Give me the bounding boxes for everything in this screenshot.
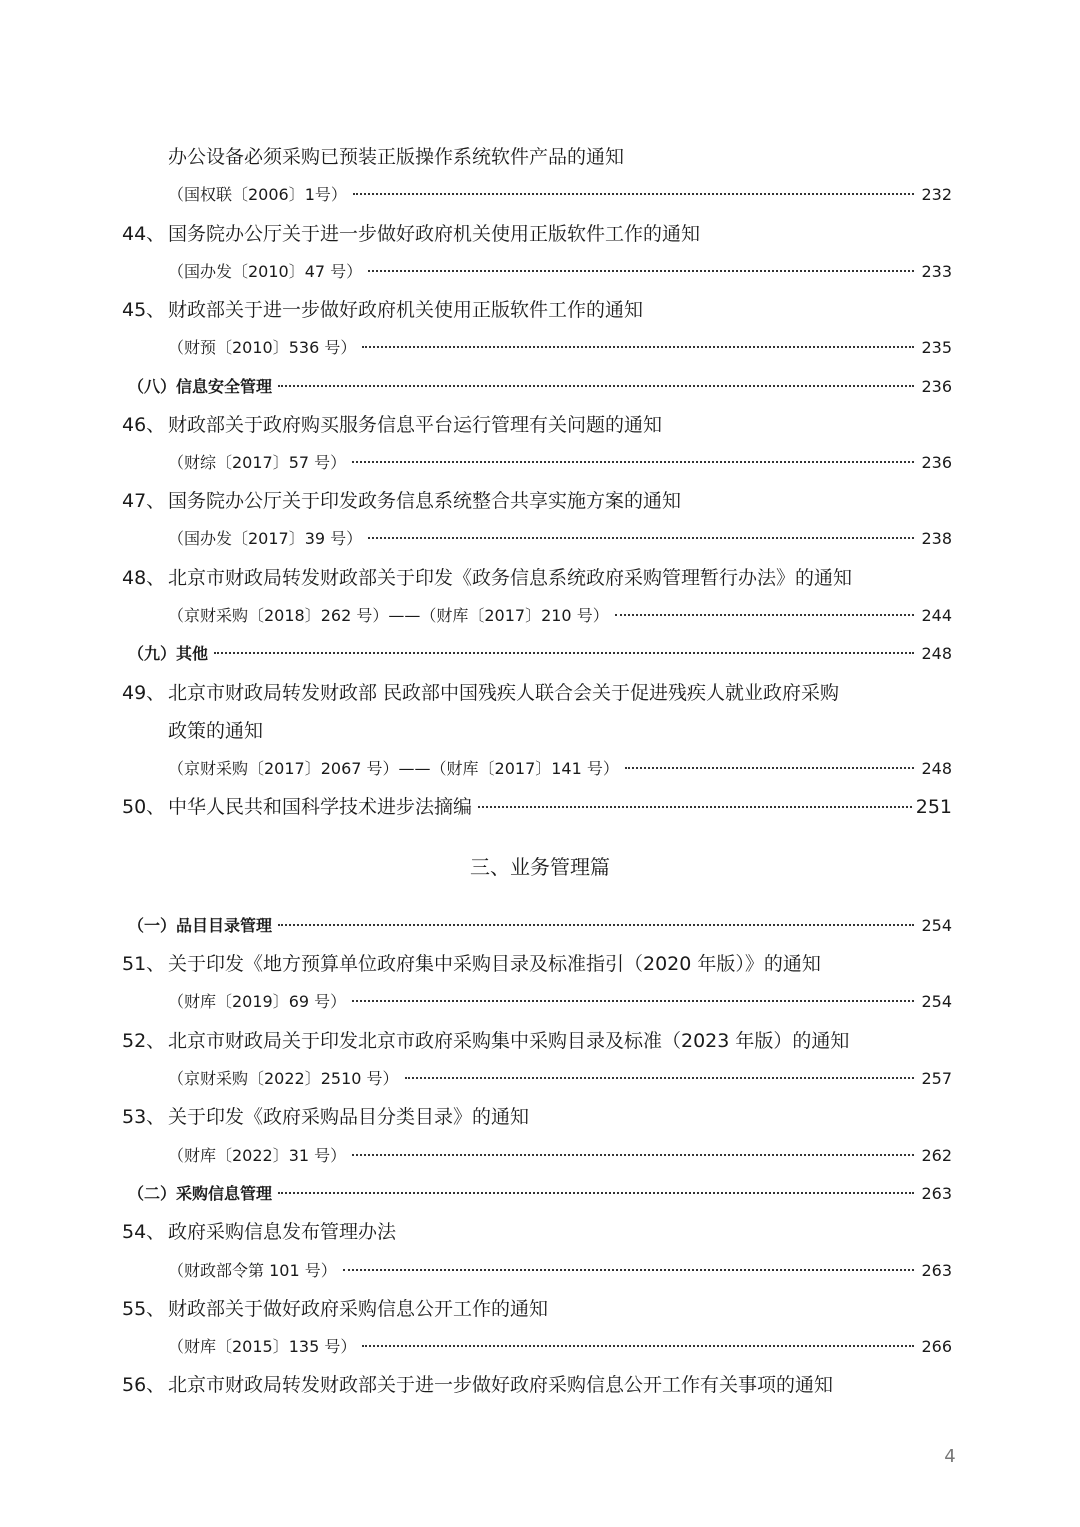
toc-entry-52[interactable]: [0, 1024, 1080, 1058]
entry-title: 北京市财政局转发财政部关于进一步做好政府采购信息公开工作有关事项的通知: [168, 1374, 834, 1396]
toc-section-procurement-info[interactable]: [128, 1177, 952, 1211]
entry-number: 48、: [122, 567, 166, 589]
dot-leader: [405, 1077, 914, 1079]
toc-entry-47[interactable]: [0, 484, 1080, 518]
entry-title: 北京市财政局转发财政部 民政部中国残疾人联合会关于促进残疾人就业政府采购: [168, 682, 840, 704]
toc-entry-reference[interactable]: [168, 1062, 952, 1096]
dot-leader: [343, 1269, 914, 1271]
page-number-footer: 4: [944, 1446, 956, 1467]
reference-text: （财库〔2015〕135 号）: [168, 1337, 357, 1356]
dot-leader: [478, 806, 912, 808]
entry-number: 47、: [122, 490, 166, 512]
toc-entry-53[interactable]: [0, 1100, 1080, 1134]
page-number: 254: [921, 992, 952, 1011]
toc-entry-reference[interactable]: [168, 446, 952, 480]
toc-entry-reference[interactable]: [168, 178, 952, 212]
page-number: 254: [921, 916, 952, 935]
dot-leader: [368, 537, 914, 539]
page-number: 257: [921, 1069, 952, 1088]
dot-leader: [352, 1154, 914, 1156]
dot-leader: [615, 614, 914, 616]
reference-text: （财综〔2017〕57 号）: [168, 453, 347, 472]
entry-title: 财政部关于做好政府采购信息公开工作的通知: [168, 1298, 549, 1320]
page-number: 236: [921, 453, 952, 472]
entry-title: 财政部关于进一步做好政府机关使用正版软件工作的通知: [168, 299, 644, 321]
entry-number: 56、: [122, 1374, 166, 1396]
dot-leader: [214, 652, 914, 654]
entry-title: 政策的通知: [168, 720, 264, 742]
entry-title: 政府采购信息发布管理办法: [168, 1221, 397, 1243]
toc-entry-50[interactable]: [0, 790, 1080, 824]
reference-text: （财库〔2022〕31 号）: [168, 1146, 347, 1165]
dot-leader: [278, 924, 914, 926]
page-number: 233: [921, 262, 952, 281]
dot-leader: [625, 767, 914, 769]
dot-leader: [352, 1000, 914, 1002]
entry-title: 关于印发《地方预算单位政府集中采购目录及标准指引（2020 年版）》的通知: [168, 953, 821, 975]
page-number: 251: [915, 796, 952, 818]
toc-entry-reference[interactable]: [168, 255, 952, 289]
toc-entry-title-continued: [0, 140, 1080, 174]
toc-entry-row: [168, 790, 952, 824]
entry-number: 51、: [122, 953, 166, 975]
entry-number: 46、: [122, 414, 166, 436]
page-number: 263: [921, 1184, 952, 1203]
section-title: （九）其他: [128, 644, 209, 663]
toc-entry-reference[interactable]: [168, 331, 952, 365]
part-heading: 三、业务管理篇: [470, 855, 610, 879]
entry-title: 国务院办公厅关于进一步做好政府机关使用正版软件工作的通知: [168, 223, 701, 245]
dot-leader: [362, 346, 914, 348]
section-title: （八）信息安全管理: [128, 377, 273, 396]
toc-entry-54[interactable]: [0, 1215, 1080, 1249]
section-title: （二）采购信息管理: [128, 1184, 273, 1203]
toc-entry-reference[interactable]: [168, 1139, 952, 1173]
entry-title: 中华人民共和国科学技术进步法摘编: [168, 796, 473, 818]
entry-number: 45、: [122, 299, 166, 321]
entry-number: 52、: [122, 1030, 166, 1052]
toc-entry-reference[interactable]: [168, 1330, 952, 1364]
entry-number: 53、: [122, 1106, 166, 1128]
toc-entry-reference[interactable]: [168, 985, 952, 1019]
toc-entry-reference[interactable]: [168, 599, 952, 633]
reference-text: （财库〔2019〕69 号）: [168, 992, 347, 1011]
dot-leader: [352, 461, 914, 463]
entry-title: 北京市财政局转发财政部关于印发《政务信息系统政府采购管理暂行办法》的通知: [168, 567, 853, 589]
reference-text: （财预〔2010〕536 号）: [168, 338, 357, 357]
reference-text: （国办发〔2017〕39 号）: [168, 529, 363, 548]
toc-entry-56[interactable]: [0, 1368, 1080, 1402]
page-number: 248: [921, 759, 952, 778]
toc-section-information-security[interactable]: [128, 370, 952, 404]
page-number: 238: [921, 529, 952, 548]
entry-title: 办公设备必须采购已预装正版操作系统软件产品的通知: [168, 146, 625, 168]
toc-entry-reference[interactable]: [168, 752, 952, 786]
entry-number: 49、: [122, 682, 166, 704]
toc-section-other[interactable]: [128, 637, 952, 671]
dot-leader: [278, 385, 914, 387]
toc-entry-45[interactable]: [0, 293, 1080, 327]
toc-entry-55[interactable]: [0, 1292, 1080, 1326]
dot-leader: [278, 1192, 914, 1194]
entry-number: 44、: [122, 223, 166, 245]
page-number: 263: [921, 1261, 952, 1280]
reference-text: （财政部令第 101 号）: [168, 1261, 337, 1280]
entry-title: 国务院办公厅关于印发政务信息系统整合共享实施方案的通知: [168, 490, 682, 512]
dot-leader: [353, 193, 914, 195]
reference-text: （京财采购〔2017〕2067 号）——（财库〔2017〕141 号）: [168, 759, 619, 778]
page-number: 244: [921, 606, 952, 625]
toc-entry-title-continued: [0, 714, 1080, 748]
reference-text: （京财采购〔2022〕2510 号）: [168, 1069, 399, 1088]
page-number: 235: [921, 338, 952, 357]
toc-entry-44[interactable]: [0, 217, 1080, 251]
entry-number: 55、: [122, 1298, 166, 1320]
page-number: 236: [921, 377, 952, 396]
toc-entry-46[interactable]: [0, 408, 1080, 442]
entry-number: 54、: [122, 1221, 166, 1243]
page-number: 262: [921, 1146, 952, 1165]
reference-text: （国办发〔2010〕47 号）: [168, 262, 363, 281]
entry-title: 财政部关于政府购买服务信息平台运行管理有关问题的通知: [168, 414, 663, 436]
section-title: （一）品目目录管理: [128, 916, 273, 935]
entry-title: 关于印发《政府采购品目分类目录》的通知: [168, 1106, 530, 1128]
toc-entry-49[interactable]: [0, 676, 1080, 710]
toc-entry-reference[interactable]: [168, 1254, 952, 1288]
reference-text: （京财采购〔2018〕262 号）——（财库〔2017〕210 号）: [168, 606, 609, 625]
dot-leader: [368, 270, 914, 272]
page-number: 266: [921, 1337, 952, 1356]
toc-entry-48[interactable]: [0, 561, 1080, 595]
toc-entry-51[interactable]: [0, 947, 1080, 981]
page-number: 232: [921, 185, 952, 204]
entry-title: 北京市财政局关于印发北京市政府采购集中采购目录及标准（2023 年版）的通知: [168, 1030, 850, 1052]
page-number: 248: [921, 644, 952, 663]
reference-text: （国权联〔2006〕1号）: [168, 185, 347, 204]
entry-number: 50、: [122, 796, 166, 818]
dot-leader: [362, 1345, 914, 1347]
toc-section-catalog-management[interactable]: [128, 909, 952, 943]
toc-entry-reference[interactable]: [168, 522, 952, 556]
